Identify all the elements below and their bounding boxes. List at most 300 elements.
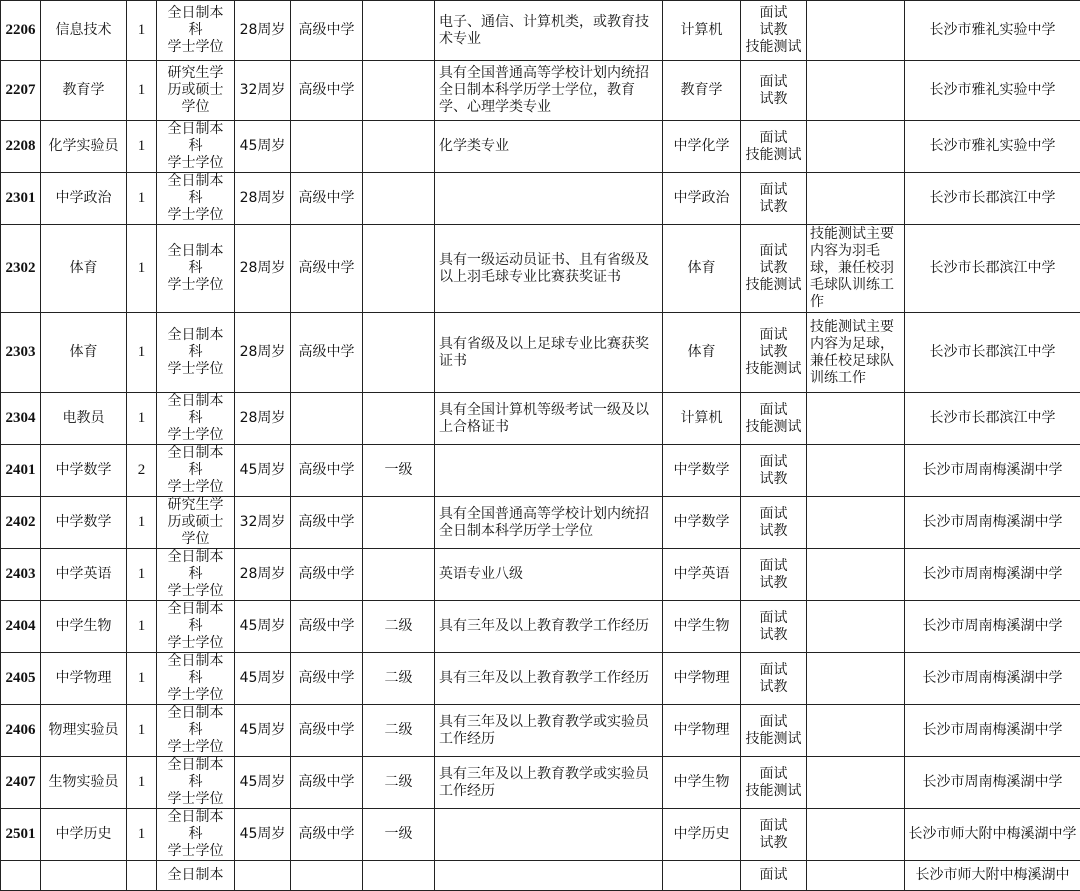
cell-education xyxy=(157,757,235,809)
cell-exam-method-line: 试教 xyxy=(743,22,804,39)
cell-other-requirements: 具有一级运动员证书、且有省级及以上羽毛球专业比赛获奖证书 xyxy=(435,225,663,313)
cell-age-limit: 45周岁 xyxy=(235,601,291,653)
cell-exam-method-line: 面试 xyxy=(743,454,804,471)
cell-education-lines xyxy=(159,393,232,444)
cell-post-code: 2207 xyxy=(1,61,41,121)
cell-education-line: 科 xyxy=(159,826,232,843)
cell-education-line: 全日制本 xyxy=(159,705,232,722)
cell-exam-method-lines xyxy=(743,182,804,216)
cell-exam-method xyxy=(741,497,807,549)
cell-title-level xyxy=(363,121,435,173)
cell-exam-method xyxy=(741,705,807,757)
cell-education-lines xyxy=(159,867,232,884)
table-row xyxy=(1,61,1080,121)
cell-subject: 中学政治 xyxy=(663,173,741,225)
cell-exam-method-lines xyxy=(743,662,804,696)
cell-education-line: 研究生学 xyxy=(159,65,232,82)
cell-exam-method-line: 技能测试 xyxy=(743,277,804,294)
cell-employer: 长沙市周南梅溪湖中学 xyxy=(905,653,1080,705)
cell-other-requirements xyxy=(435,445,663,497)
cell-education-line: 历或硕士 xyxy=(159,82,232,99)
cell-headcount: 1 xyxy=(127,601,157,653)
cell-teacher-certificate: 高级中学 xyxy=(291,1,363,61)
cell-headcount: 1 xyxy=(127,61,157,121)
cell-employer: 长沙市长郡滨江中学 xyxy=(905,173,1080,225)
table-row xyxy=(1,225,1080,313)
cell-education-line: 学位 xyxy=(159,531,232,548)
cell-remarks: 技能测试主要内容为羽毛球，兼任校羽毛球队训练工作 xyxy=(807,225,905,313)
cell-headcount xyxy=(127,861,157,891)
cell-post-name: 物理实验员 xyxy=(41,705,127,757)
cell-exam-method-lines xyxy=(743,243,804,294)
cell-subject: 中学数学 xyxy=(663,445,741,497)
cell-post-code: 2407 xyxy=(1,757,41,809)
cell-post-name: 中学英语 xyxy=(41,549,127,601)
cell-headcount: 1 xyxy=(127,121,157,173)
cell-education-line: 全日制本 xyxy=(159,757,232,774)
cell-education-line: 学士学位 xyxy=(159,277,232,294)
cell-employer: 长沙市周南梅溪湖中学 xyxy=(905,601,1080,653)
cell-education-lines xyxy=(159,653,232,704)
cell-post-name: 信息技术 xyxy=(41,1,127,61)
cell-exam-method-lines xyxy=(743,714,804,748)
cell-education xyxy=(157,861,235,891)
cell-employer: 长沙市周南梅溪湖中学 xyxy=(905,757,1080,809)
cell-teacher-certificate: 高级中学 xyxy=(291,809,363,861)
cell-education-lines xyxy=(159,549,232,600)
cell-exam-method-lines xyxy=(743,506,804,540)
cell-education-line: 科 xyxy=(159,774,232,791)
cell-post-code: 2406 xyxy=(1,705,41,757)
cell-exam-method-line: 面试 xyxy=(743,766,804,783)
cell-age-limit: 32周岁 xyxy=(235,497,291,549)
cell-subject: 中学生物 xyxy=(663,601,741,653)
cell-post-name: 中学历史 xyxy=(41,809,127,861)
cell-other-requirements xyxy=(435,861,663,891)
cell-title-level xyxy=(363,313,435,393)
cell-exam-method xyxy=(741,393,807,445)
cell-headcount: 1 xyxy=(127,225,157,313)
cell-remarks xyxy=(807,809,905,861)
cell-subject: 中学生物 xyxy=(663,757,741,809)
cell-employer: 长沙市雅礼实验中学 xyxy=(905,1,1080,61)
cell-subject: 中学物理 xyxy=(663,705,741,757)
cell-education-line: 科 xyxy=(159,722,232,739)
cell-exam-method-lines xyxy=(743,5,804,56)
cell-exam-method xyxy=(741,809,807,861)
cell-education-lines xyxy=(159,757,232,808)
table-row xyxy=(1,861,1080,891)
cell-subject: 体育 xyxy=(663,313,741,393)
cell-exam-method-line: 试教 xyxy=(743,627,804,644)
cell-subject: 中学英语 xyxy=(663,549,741,601)
cell-remarks xyxy=(807,497,905,549)
cell-education xyxy=(157,653,235,705)
cell-education-line: 全日制本 xyxy=(159,173,232,190)
cell-education-line: 学士学位 xyxy=(159,361,232,378)
cell-education-line: 学士学位 xyxy=(159,791,232,808)
cell-teacher-certificate xyxy=(291,121,363,173)
cell-employer: 长沙市周南梅溪湖中学 xyxy=(905,445,1080,497)
cell-teacher-certificate xyxy=(291,861,363,891)
cell-education xyxy=(157,225,235,313)
cell-headcount: 1 xyxy=(127,809,157,861)
cell-subject: 体育 xyxy=(663,225,741,313)
cell-education-line: 学士学位 xyxy=(159,583,232,600)
cell-remarks xyxy=(807,861,905,891)
cell-education-line: 全日制本 xyxy=(159,809,232,826)
cell-other-requirements: 具有全国普通高等学校计划内统招全日制本科学历学士学位，教育学、心理学类专业 xyxy=(435,61,663,121)
cell-other-requirements: 具有省级及以上足球专业比赛获奖证书 xyxy=(435,313,663,393)
cell-education-line: 全日制本 xyxy=(159,445,232,462)
cell-exam-method xyxy=(741,861,807,891)
cell-exam-method xyxy=(741,549,807,601)
cell-title-level xyxy=(363,549,435,601)
cell-exam-method-lines xyxy=(743,402,804,436)
table-row xyxy=(1,757,1080,809)
cell-teacher-certificate: 高级中学 xyxy=(291,549,363,601)
cell-post-name: 化学实验员 xyxy=(41,121,127,173)
cell-education-line: 科 xyxy=(159,22,232,39)
cell-headcount: 1 xyxy=(127,757,157,809)
cell-exam-method-line: 面试 xyxy=(743,243,804,260)
cell-exam-method-line: 面试 xyxy=(743,74,804,91)
cell-remarks xyxy=(807,1,905,61)
cell-subject: 教育学 xyxy=(663,61,741,121)
cell-exam-method-line: 面试 xyxy=(743,130,804,147)
cell-post-name xyxy=(41,861,127,891)
cell-exam-method-lines xyxy=(743,610,804,644)
cell-subject xyxy=(663,861,741,891)
table-row xyxy=(1,549,1080,601)
cell-education-line: 全日制本 xyxy=(159,243,232,260)
cell-education-line: 科 xyxy=(159,566,232,583)
cell-employer: 长沙市师大附中梅溪湖中 xyxy=(905,861,1080,891)
cell-post-name: 电教员 xyxy=(41,393,127,445)
cell-education xyxy=(157,705,235,757)
cell-education-line: 学士学位 xyxy=(159,427,232,444)
cell-education-line: 学士学位 xyxy=(159,39,232,56)
cell-education-line: 研究生学 xyxy=(159,497,232,514)
cell-exam-method-line: 技能测试 xyxy=(743,419,804,436)
cell-exam-method-lines xyxy=(743,454,804,488)
cell-title-level: 二级 xyxy=(363,653,435,705)
cell-remarks xyxy=(807,173,905,225)
cell-education xyxy=(157,549,235,601)
cell-remarks xyxy=(807,653,905,705)
cell-post-code: 2501 xyxy=(1,809,41,861)
cell-teacher-certificate: 高级中学 xyxy=(291,61,363,121)
cell-teacher-certificate: 高级中学 xyxy=(291,705,363,757)
cell-education-lines xyxy=(159,601,232,652)
cell-post-code: 2303 xyxy=(1,313,41,393)
cell-education-lines xyxy=(159,445,232,496)
cell-remarks xyxy=(807,445,905,497)
cell-title-level xyxy=(363,1,435,61)
cell-post-code: 2405 xyxy=(1,653,41,705)
cell-remarks xyxy=(807,601,905,653)
cell-exam-method-line: 面试 xyxy=(743,662,804,679)
cell-post-code: 2401 xyxy=(1,445,41,497)
cell-teacher-certificate: 高级中学 xyxy=(291,313,363,393)
cell-post-code: 2302 xyxy=(1,225,41,313)
cell-teacher-certificate: 高级中学 xyxy=(291,653,363,705)
table-body xyxy=(1,1,1080,891)
cell-education-line: 学士学位 xyxy=(159,155,232,172)
cell-employer: 长沙市雅礼实验中学 xyxy=(905,61,1080,121)
cell-education xyxy=(157,497,235,549)
cell-age-limit xyxy=(235,861,291,891)
cell-other-requirements: 具有三年及以上教育教学工作经历 xyxy=(435,653,663,705)
cell-post-code: 2301 xyxy=(1,173,41,225)
cell-headcount: 1 xyxy=(127,393,157,445)
cell-education-line: 全日制本 xyxy=(159,121,232,138)
cell-remarks xyxy=(807,549,905,601)
cell-education-line: 全日制本 xyxy=(159,549,232,566)
table-row xyxy=(1,601,1080,653)
cell-teacher-certificate: 高级中学 xyxy=(291,225,363,313)
cell-employer: 长沙市长郡滨江中学 xyxy=(905,393,1080,445)
cell-remarks xyxy=(807,393,905,445)
cell-exam-method-line: 试教 xyxy=(743,91,804,108)
cell-headcount: 1 xyxy=(127,705,157,757)
cell-age-limit: 45周岁 xyxy=(235,653,291,705)
cell-post-code: 2208 xyxy=(1,121,41,173)
cell-title-level: 二级 xyxy=(363,601,435,653)
cell-education-line: 科 xyxy=(159,344,232,361)
table-row xyxy=(1,497,1080,549)
cell-teacher-certificate: 高级中学 xyxy=(291,445,363,497)
cell-exam-method-line: 试教 xyxy=(743,260,804,277)
cell-education xyxy=(157,445,235,497)
cell-post-name: 体育 xyxy=(41,313,127,393)
cell-other-requirements: 具有全国普通高等学校计划内统招全日制本科学历学士学位 xyxy=(435,497,663,549)
cell-other-requirements: 具有三年及以上教育教学或实验员工作经历 xyxy=(435,705,663,757)
table-row xyxy=(1,705,1080,757)
table-row xyxy=(1,445,1080,497)
cell-education-line: 科 xyxy=(159,138,232,155)
cell-headcount: 1 xyxy=(127,1,157,61)
cell-exam-method-line: 面试 xyxy=(743,182,804,199)
cell-other-requirements: 英语专业八级 xyxy=(435,549,663,601)
cell-employer: 长沙市周南梅溪湖中学 xyxy=(905,549,1080,601)
cell-subject: 中学物理 xyxy=(663,653,741,705)
cell-education-line: 全日制本 xyxy=(159,393,232,410)
cell-age-limit: 45周岁 xyxy=(235,809,291,861)
cell-post-name: 中学数学 xyxy=(41,445,127,497)
cell-education xyxy=(157,601,235,653)
cell-post-code: 2403 xyxy=(1,549,41,601)
cell-education-lines xyxy=(159,65,232,116)
cell-age-limit: 45周岁 xyxy=(235,757,291,809)
cell-education-line: 科 xyxy=(159,618,232,635)
cell-exam-method xyxy=(741,61,807,121)
table-row xyxy=(1,809,1080,861)
cell-exam-method-lines xyxy=(743,558,804,592)
cell-age-limit: 45周岁 xyxy=(235,121,291,173)
cell-post-code: 2404 xyxy=(1,601,41,653)
cell-education-line: 学士学位 xyxy=(159,635,232,652)
cell-teacher-certificate xyxy=(291,393,363,445)
cell-headcount: 1 xyxy=(127,497,157,549)
cell-education-line: 全日制本 xyxy=(159,601,232,618)
table-row xyxy=(1,393,1080,445)
cell-education-lines xyxy=(159,327,232,378)
cell-education xyxy=(157,61,235,121)
cell-education-lines xyxy=(159,497,232,548)
cell-education-lines xyxy=(159,121,232,172)
cell-education-line: 全日制本 xyxy=(159,867,232,884)
cell-title-level xyxy=(363,497,435,549)
cell-education-line: 科 xyxy=(159,190,232,207)
cell-exam-method xyxy=(741,1,807,61)
table-row xyxy=(1,653,1080,705)
cell-exam-method-lines xyxy=(743,130,804,164)
cell-exam-method-lines xyxy=(743,867,804,884)
table-row xyxy=(1,1,1080,61)
cell-subject: 计算机 xyxy=(663,1,741,61)
cell-exam-method-line: 试教 xyxy=(743,523,804,540)
cell-exam-method-line: 技能测试 xyxy=(743,783,804,800)
table-row xyxy=(1,173,1080,225)
cell-title-level xyxy=(363,225,435,313)
cell-remarks xyxy=(807,61,905,121)
cell-education-line: 学士学位 xyxy=(159,843,232,860)
cell-exam-method-line: 面试 xyxy=(743,714,804,731)
cell-title-level: 一级 xyxy=(363,809,435,861)
cell-education-line: 学士学位 xyxy=(159,687,232,704)
cell-post-name: 中学生物 xyxy=(41,601,127,653)
cell-exam-method xyxy=(741,173,807,225)
cell-exam-method-line: 试教 xyxy=(743,835,804,852)
cell-exam-method-line: 面试 xyxy=(743,610,804,627)
cell-education-line: 科 xyxy=(159,462,232,479)
table-row xyxy=(1,313,1080,393)
cell-other-requirements: 化学类专业 xyxy=(435,121,663,173)
cell-exam-method-line: 技能测试 xyxy=(743,147,804,164)
cell-employer: 长沙市师大附中梅溪湖中学 xyxy=(905,809,1080,861)
cell-exam-method-line: 试教 xyxy=(743,471,804,488)
cell-teacher-certificate: 高级中学 xyxy=(291,601,363,653)
cell-education-line: 全日制本 xyxy=(159,653,232,670)
cell-age-limit: 28周岁 xyxy=(235,225,291,313)
cell-exam-method-line: 试教 xyxy=(743,575,804,592)
cell-education-lines xyxy=(159,705,232,756)
cell-exam-method xyxy=(741,445,807,497)
cell-teacher-certificate: 高级中学 xyxy=(291,497,363,549)
cell-headcount: 2 xyxy=(127,445,157,497)
cell-post-name: 中学数学 xyxy=(41,497,127,549)
cell-post-name: 生物实验员 xyxy=(41,757,127,809)
cell-education-line: 全日制本 xyxy=(159,327,232,344)
cell-title-level: 二级 xyxy=(363,757,435,809)
cell-education xyxy=(157,809,235,861)
cell-exam-method-lines xyxy=(743,766,804,800)
cell-age-limit: 28周岁 xyxy=(235,313,291,393)
cell-subject: 计算机 xyxy=(663,393,741,445)
cell-exam-method-line: 面试 xyxy=(743,506,804,523)
cell-exam-method xyxy=(741,121,807,173)
cell-teacher-certificate: 高级中学 xyxy=(291,173,363,225)
cell-age-limit: 28周岁 xyxy=(235,1,291,61)
cell-employer: 长沙市长郡滨江中学 xyxy=(905,313,1080,393)
cell-remarks xyxy=(807,705,905,757)
cell-education-line: 科 xyxy=(159,410,232,427)
cell-education-lines xyxy=(159,5,232,56)
cell-education xyxy=(157,173,235,225)
cell-other-requirements: 具有三年及以上教育教学工作经历 xyxy=(435,601,663,653)
cell-title-level xyxy=(363,393,435,445)
cell-exam-method-line: 面试 xyxy=(743,402,804,419)
cell-exam-method-line: 面试 xyxy=(743,5,804,22)
cell-exam-method-line: 试教 xyxy=(743,344,804,361)
cell-remarks xyxy=(807,121,905,173)
cell-exam-method-lines xyxy=(743,818,804,852)
cell-post-code: 2206 xyxy=(1,1,41,61)
cell-exam-method-line: 面试 xyxy=(743,558,804,575)
cell-post-name: 教育学 xyxy=(41,61,127,121)
cell-education xyxy=(157,393,235,445)
cell-employer: 长沙市雅礼实验中学 xyxy=(905,121,1080,173)
cell-post-code xyxy=(1,861,41,891)
cell-education-lines xyxy=(159,173,232,224)
table-row xyxy=(1,121,1080,173)
cell-title-level xyxy=(363,861,435,891)
cell-teacher-certificate: 高级中学 xyxy=(291,757,363,809)
cell-exam-method xyxy=(741,757,807,809)
cell-subject: 中学数学 xyxy=(663,497,741,549)
cell-education-lines xyxy=(159,243,232,294)
cell-title-level xyxy=(363,173,435,225)
cell-subject: 中学历史 xyxy=(663,809,741,861)
cell-education xyxy=(157,1,235,61)
cell-education xyxy=(157,121,235,173)
cell-education-lines xyxy=(159,809,232,860)
cell-education-line: 历或硕士 xyxy=(159,514,232,531)
cell-post-name: 体育 xyxy=(41,225,127,313)
cell-other-requirements: 具有全国计算机等级考试一级及以上合格证书 xyxy=(435,393,663,445)
cell-education-line: 科 xyxy=(159,670,232,687)
cell-education-line: 全日制本 xyxy=(159,5,232,22)
cell-exam-method-lines xyxy=(743,74,804,108)
cell-exam-method-line: 面试 xyxy=(743,818,804,835)
cell-employer: 长沙市长郡滨江中学 xyxy=(905,225,1080,313)
cell-headcount: 1 xyxy=(127,173,157,225)
cell-other-requirements: 电子、通信、计算机类，或教育技术专业 xyxy=(435,1,663,61)
cell-post-name: 中学物理 xyxy=(41,653,127,705)
cell-employer: 长沙市周南梅溪湖中学 xyxy=(905,705,1080,757)
cell-exam-method xyxy=(741,653,807,705)
cell-education-line: 科 xyxy=(159,260,232,277)
cell-post-name: 中学政治 xyxy=(41,173,127,225)
cell-exam-method xyxy=(741,601,807,653)
cell-exam-method-line: 技能测试 xyxy=(743,39,804,56)
cell-age-limit: 45周岁 xyxy=(235,445,291,497)
cell-remarks: 技能测试主要内容为足球，兼任校足球队训练工作 xyxy=(807,313,905,393)
cell-exam-method-line: 面试 xyxy=(743,867,804,884)
cell-title-level xyxy=(363,61,435,121)
cell-remarks xyxy=(807,757,905,809)
cell-age-limit: 28周岁 xyxy=(235,173,291,225)
cell-exam-method xyxy=(741,313,807,393)
cell-employer: 长沙市周南梅溪湖中学 xyxy=(905,497,1080,549)
cell-subject: 中学化学 xyxy=(663,121,741,173)
cell-exam-method xyxy=(741,225,807,313)
cell-exam-method-lines xyxy=(743,327,804,378)
cell-education-line: 学士学位 xyxy=(159,479,232,496)
cell-exam-method-line: 面试 xyxy=(743,327,804,344)
cell-education xyxy=(157,313,235,393)
